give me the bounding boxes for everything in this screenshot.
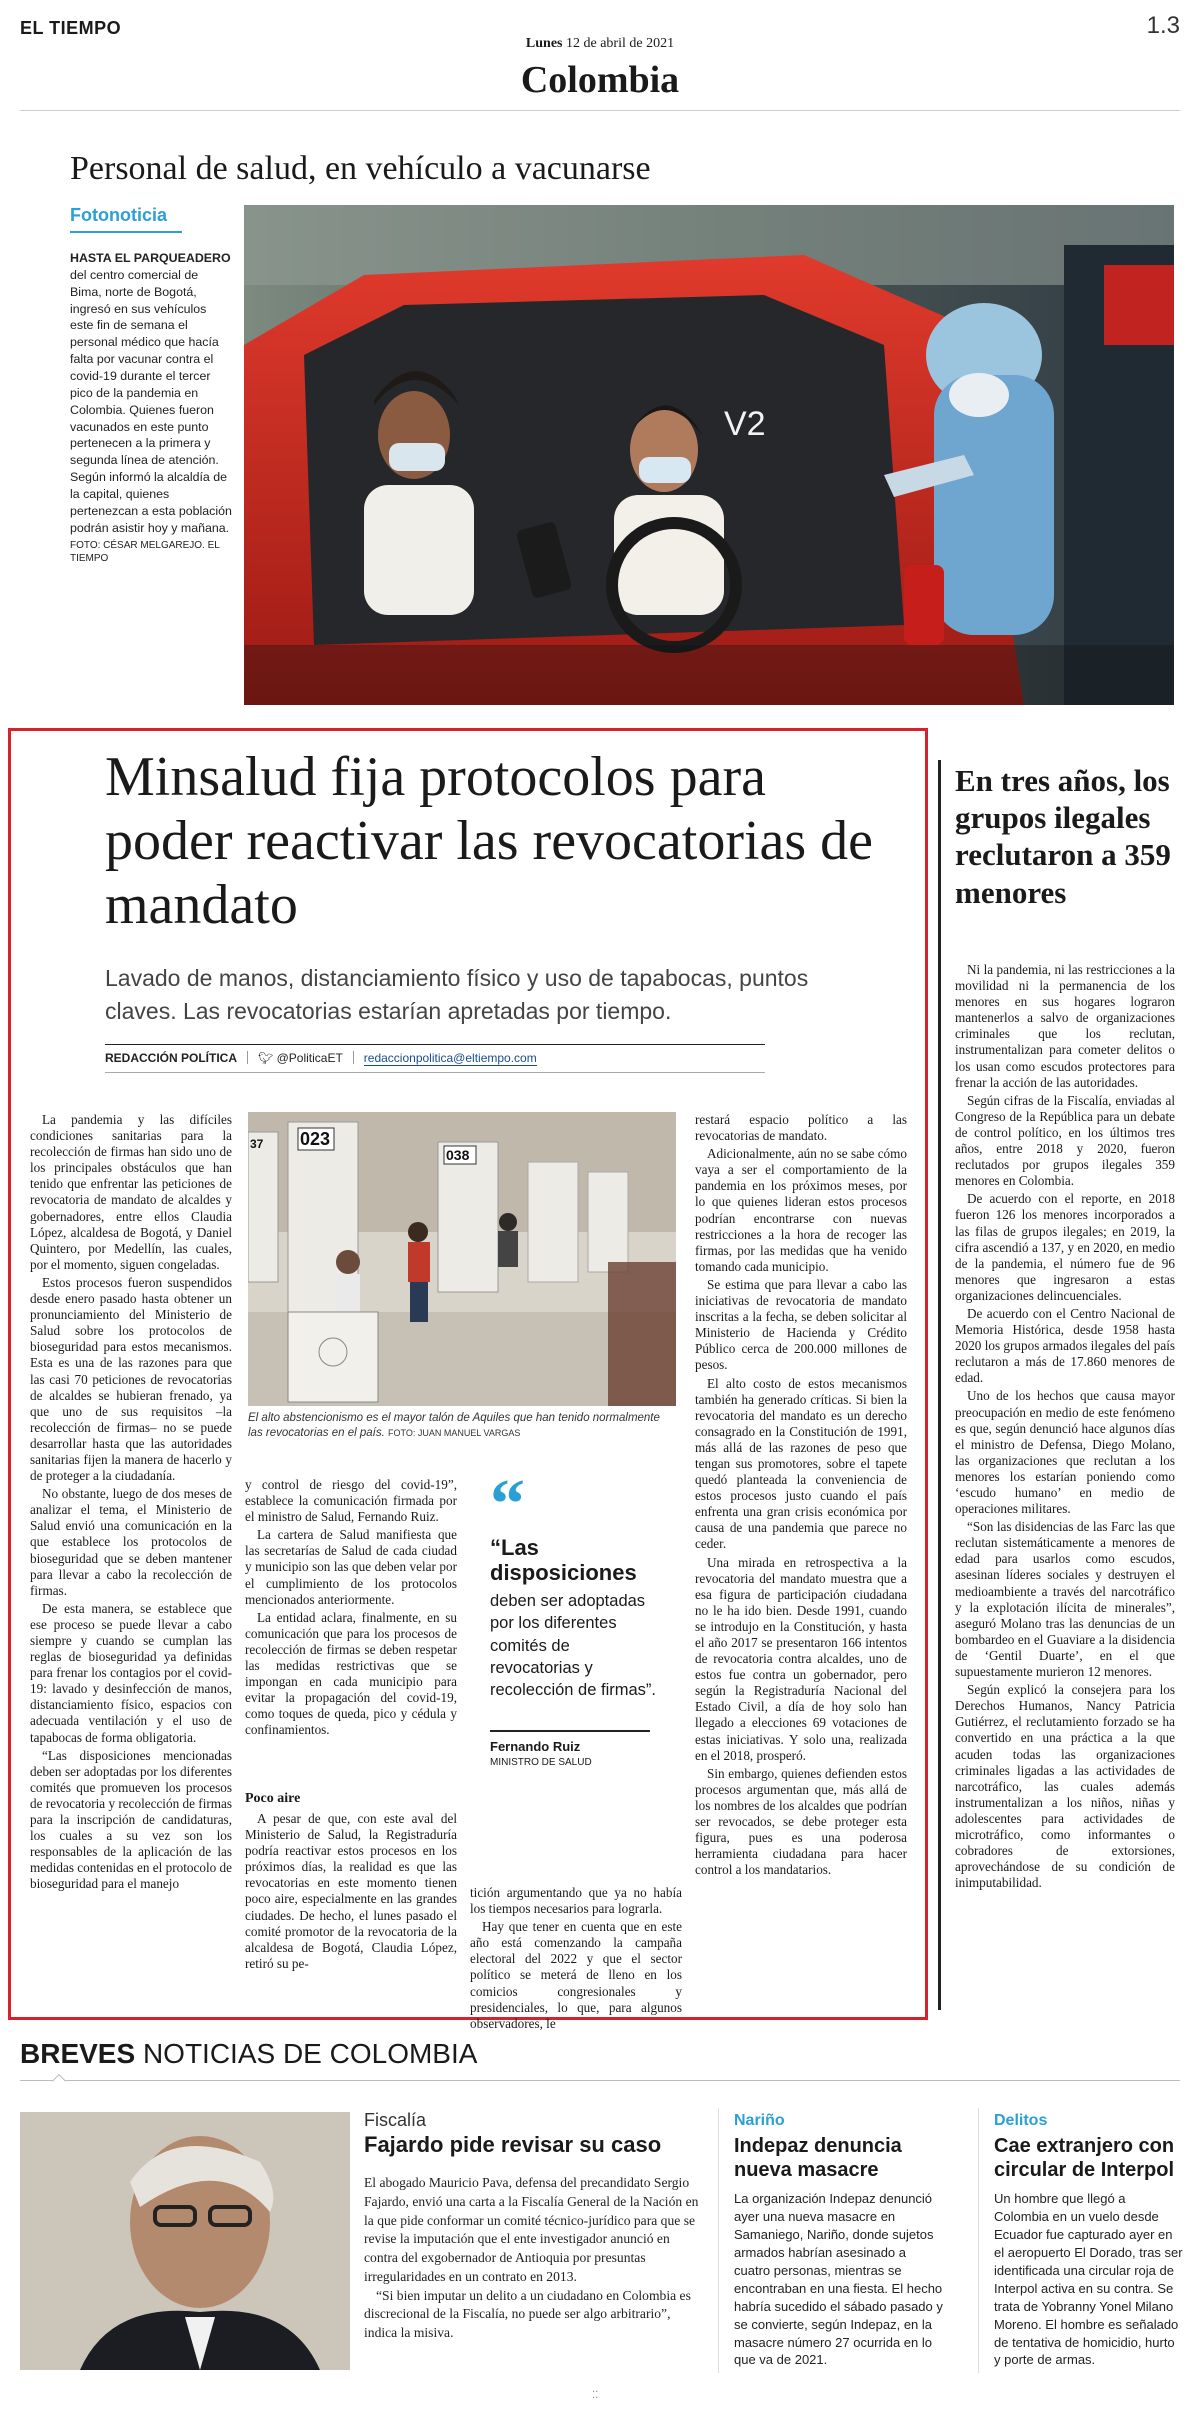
- fotonoticia-underline: [70, 231, 182, 233]
- byline-separator: [247, 1051, 248, 1064]
- paragraph: y control de riesgo del covid-19”, establece la comunicación firmada por el ministro de Salud, Fernando Ruiz.: [245, 1477, 457, 1525]
- breves-section-title: [20, 2038, 477, 2070]
- byline-separator: [353, 1051, 354, 1064]
- sidebar-rule: [938, 760, 941, 2010]
- breves-divider: [20, 2080, 1180, 2081]
- twitter-handle[interactable]: @PoliticaET: [276, 1051, 343, 1065]
- paragraph: De acuerdo con el reporte, en 2018 fueron 126 los menores incorporados a las filas de grupos ilegales; en 2019, la cifra ascendió a 137, y en 2020, en medio de la pandemia, el número fue de 96 menores que ingresaron a estas organizaciones delincuenciales.: [955, 1191, 1175, 1303]
- windshield-marking: V2: [724, 405, 766, 443]
- photo-credit: FOTO: JUAN MANUEL VARGAS: [388, 1427, 521, 1438]
- date-weekday: Lunes: [525, 36, 563, 51]
- issue-date: [0, 36, 1200, 52]
- fotonoticia-label: Fotonoticia: [70, 205, 167, 225]
- sidebar-body: [955, 962, 1175, 1893]
- photo-story-headline: Personal de salud, en vehículo a vacunarse: [70, 150, 651, 187]
- byline: [105, 1051, 537, 1065]
- brief-3-title: Cae extranjero con circular de Interpol: [994, 2135, 1175, 2181]
- caption-text: El alto abstencionismo es el mayor talón de Aquiles que han tenido normalmente las revocatorias en el país.: [248, 1412, 660, 1439]
- paragraph: La entidad aclara, finalmente, en su comunicación que para los procesos de recolección de firmas se deben respetar las medidas restrictivas que se impongan en cada municipio para evitar la propagación del covid-19, como toques de queda, pico y cédula y confinamientos.: [245, 1609, 457, 1738]
- paragraph: Ni la pandemia, ni las restricciones a la movilidad ni la permanencia de los menores en sus hogares lograron mantenerlos a salvo de organizaciones criminales que los reclutan, instrumentalizan para cometer delitos o los usan como escudos protectores para frenar la acción de las autoridades.: [955, 962, 1175, 1090]
- paragraph: A pesar de que, con este aval del Ministerio de Salud, la Registraduría podría reactivar estos procesos en los próximos días, la realidad es que las revocatorias en este momento tienen poco aire, especialmente en las grandes ciudades. De hecho, el lunes pasado el comité promotor de la revocatoria de la alcaldesa de Bogotá, Claudia López, retiró su pe-: [245, 1811, 457, 1971]
- paragraph: Se estima que para llevar a cabo las iniciativas de revocatoria de mandato inscritas a la fecha, se deben solicitar al Ministerio de Hacienda y Crédito Público cerca de 200.000 millones de pesos.: [695, 1276, 907, 1373]
- vaccination-scene: [244, 205, 1174, 705]
- paragraph: Según cifras de la Fiscalía, enviadas al Congreso de la República para un debate de control político, en los últimos tres años, entre 2018 y 2020, fueron reclutados por grupos ilegales 359 menores en Colombia.: [955, 1092, 1175, 1189]
- subsection-heading: Poco aire: [245, 1791, 301, 1806]
- paragraph: De acuerdo con el Centro Nacional de Memoria Histórica, desde 1958 hasta 2020 los grupos armados ilegales del país reclutaron a más de 17.860 menores de edad.: [955, 1305, 1175, 1386]
- pull-quote-author: Fernando Ruiz: [490, 1739, 581, 1754]
- fajardo-portrait: [20, 2112, 350, 2370]
- brief-3-category: Delitos: [994, 2112, 1048, 2129]
- brief-3-body: Un hombre que llegó a Colombia en un vuelo desde Ecuador fue capturado ayer en el aeropuerto El Dorado, tras ser identificada una circular roja de Interpol activa en su contra. Se trata de Yobranny Yonel Milano Moreno. El hombre es señalado de tentativa de homicidio, hurto y porte de armas.: [994, 2191, 1183, 2368]
- paragraph: El abogado Mauricio Pava, defensa del precandidato Sergio Fajardo, envió una carta a la Fiscalía General de la Nación en la que pide conformar un comité técnico-jurídico para que se revise la imputación que el ente investigador anunció en contra del exgobernador de Antioquia por presuntas irregularidades en un contrato en 2013.: [364, 2175, 699, 2284]
- pull-quote-rule: [490, 1730, 650, 1732]
- main-subheadline: Lavado de manos, distanciamiento físico y uso de tapabocas, puntos claves. Las revocatorias estarían apretadas por tiempo.: [105, 965, 809, 1025]
- voting-booths-photo: [248, 1112, 676, 1406]
- paragraph: tición argumentando que ya no había los tiempos necesarios para lograrla.: [470, 1885, 682, 1917]
- paragraph: Según explicó la consejera para los Derechos Humanos, Nancy Patricia Gutiérrez, el reclutamiento forzado se ha convertido en una práctica a la que acuden todas las organizaciones criminales ligadas a las actividades de narcotráfico, las cuales además instrumentalizan a los niños, niñas y adolescentes para actividades de microtráfico, como informantes o cobradores de extorsiones, aprovechándose de su condición de inimputabilidad.: [955, 1682, 1175, 1891]
- caption-body: del centro comercial de Bima, norte de Bogotá, ingresó en sus vehículos este fin de semana el personal médico que hacía falta por vacunar contra el covid-19 durante el tercer pico de la pandemia en Colombia. Quienes fueron vacunados en este punto pertenecen a la primera y segunda línea de atención. Según informó la alcaldía de la capital, quienes pertenezcan a esta población podrán asistir hoy y mañana.: [70, 267, 232, 535]
- paragraph: De esta manera, se establece que ese proceso se puede llevar a cabo siempre y cuando se cumplan las reglas de bioseguridad ya definidas para frenar los contagios por el covid-19: lavado y desinfección de manos, distanciamiento físico, espacios con adecuada ventilación y el uso de tapabocas de forma obligatoria.: [30, 1600, 232, 1745]
- brief-2-body: La organización Indepaz denunció ayer una nueva masacre en Samaniego, Nariño, donde sujetos armados habrían asesinado a cuatro personas, mientras se encontraban en una fiesta. El hecho habría sucedido el sábado pasado y se convierte, según Indepaz, en la masacre número 27 ocurrida en lo que va de 2021.: [734, 2191, 943, 2368]
- paragraph: “Son las disidencias de las Farc las que reclutan sistemáticamente a menores de edad para usarlos como escudos, asesinan líderes sociales y destruyen el medioambiente a través del narcotráfico y la explotación ilícita de minerales”, aseguró Molano tras las denuncias de un bombardeo en el Guaviare a la disidencia de ‘Gentil Duarte’, en el que supuestamente murieron 12 menores.: [955, 1519, 1175, 1680]
- author-email-link[interactable]: redaccionpolitica@eltiempo.com: [363, 1051, 537, 1065]
- voting-booths-scene: [248, 1112, 676, 1406]
- paragraph: restará espacio político a las revocatorias de mandato.: [695, 1112, 907, 1144]
- paragraph: Uno de los hechos que causa mayor preocupación en medio de este fenómeno es que, según denunció hace algunos días el ministro de Defensa, Diego Molano, las organizaciones que reclutan a los menores los estarían poniendo como ‘escudo humano’ en medio de operaciones militares.: [955, 1388, 1175, 1517]
- paragraph: Estos procesos fueron suspendidos desde enero pasado hasta obtener un pronunciamiento del Ministerio de Salud sobre los protocolos de bioseguridad para estos mecanismos. Esta es una de las razones para que las casi 70 peticiones de revocatorias de alcaldes se hubieran frenado, ya que uno de sus requisitos –la recolección de firmas– no se puede desarrollar hasta que las autoridades sanitarias fijen la manera de hacerlo y de proteger a la ciudadanía.: [30, 1274, 232, 1484]
- caption-lead: HASTA EL PARQUEADERO: [70, 251, 231, 265]
- brief-1-title: Fajardo pide revisar su caso: [364, 2132, 662, 2157]
- brief-1-category: Fiscalía: [364, 2110, 427, 2130]
- page-number: 1.3: [1146, 12, 1180, 39]
- newspaper-brand: EL TIEMPO: [20, 18, 122, 38]
- brief-2-category: Nariño: [734, 2112, 785, 2129]
- article-column-4: [695, 1112, 907, 1880]
- article-photo-caption: [248, 1411, 676, 1441]
- paragraph: La pandemia y las difíciles condiciones sanitarias para la recolección de firmas han sido uno de los principales obstáculos que han tenido que enfrentar las peticiones de revocatoria de mandato de alcaldes y gobernadores, entre ellos Claudia López, alcaldesa de Bogotá, y Daniel Quintero, por Medellín, las cuales, por el momento, siguen congeladas.: [30, 1112, 232, 1272]
- vaccination-photo: [244, 205, 1174, 705]
- paragraph: El alto costo de estos mecanismos también ha generado críticas. Si bien la revocatoria del mandato es un derecho consagrado en la Constitución de 1991, más allá de las razones de peso que tengan sus promotores, sobre el tapete quedó planteada la conveniencia de estos procesos justo cuando el país enfrenta una gran crisis económica por causa de una pandemia que parece no ceder.: [695, 1375, 907, 1552]
- article-column-2: [245, 1477, 457, 1741]
- brief-separator: [718, 2108, 719, 2373]
- breves-title-rest: NOTICIAS DE COLOMBIA: [142, 2038, 478, 2069]
- paragraph: “Las disposiciones mencionadas deben ser adoptadas por los diferentes comités que promueven los procesos de revocatoria y recolección de firmas para la inscripción de candidaturas, los cuales a su vez son los responsables de la aplicación de las medidas contenidas en el protocolo de bioseguridad para el manejo: [30, 1747, 232, 1892]
- paragraph: Hay que tener en cuenta que en este año está comenzando la campaña electoral del 2022 y que el sector político se meterá de lleno en los comicios congresionales y presidenciales, lo que, para algunos observadores, le: [470, 1919, 682, 2031]
- article-column-2-continued: [245, 1785, 457, 1974]
- masthead-divider: [20, 110, 1180, 111]
- pull-quote-role: MINISTRO DE SALUD: [490, 1757, 592, 1768]
- article-column-3: [470, 1885, 682, 2034]
- paragraph: “Si bien imputar un delito a un ciudadano en Colombia es discrecional de la Fiscalía, no puede ser algo arbitrario”, indica la misiva.: [364, 2287, 691, 2340]
- byline-top-rule: [105, 1044, 765, 1045]
- brief-separator: [978, 2108, 979, 2373]
- section-title: Colombia: [520, 59, 680, 101]
- booth-number-b: 038: [446, 1147, 470, 1163]
- byline-author: REDACCIÓN POLÍTICA: [105, 1051, 237, 1065]
- paragraph: No obstante, luego de dos meses de analizar el tema, el Ministerio de Salud envió una comunicación en la que establece los protocolos de bioseguridad que se deben mantener para llevar a cabo la recolección de firmas.: [30, 1486, 232, 1598]
- breves-title-bold: BREVES: [20, 2038, 136, 2069]
- brief-1-body: [364, 2174, 704, 2343]
- photo-credit: FOTO: CÉSAR MELGAREJO. EL TIEMPO: [70, 539, 220, 565]
- main-headline: Minsalud fija protocolos para poder reactivar las revocatorias de mandato: [105, 746, 874, 936]
- paragraph: Adicionalmente, aún no se sabe cómo vaya a ser el comportamiento de la pandemia en los próximos meses, por lo que quienes lideran estos procesos podrían encontrarse con nuevas restricciones a la hora de recoger las firmas, por las medidas que ha venido tomando cada municipio.: [695, 1146, 907, 1274]
- twitter-icon: 🐦︎: [258, 1051, 274, 1065]
- paragraph: Una mirada en retrospectiva a la revocatoria del mandato muestra que a esa figura de participación ciudadana no le ha ido bien. Desde 1991, cuando se introdujo en la Constitución, y hasta el año 2017 se presentaron 166 intentos de revocatoria contra alcaldes, uno de estos fue contra un gobernador, pero según la Registraduría Nacional del Estado Civil, a día de hoy solo han llegado a elecciones 69 votaciones de estas iniciativas. Y solo una, realizada en el 2018, prosperó.: [695, 1554, 907, 1763]
- byline-bottom-rule: [105, 1072, 765, 1073]
- portrait-scene: [20, 2112, 350, 2370]
- breves-divider-notch: [52, 2074, 66, 2088]
- pull-quote-text: deben ser adoptadas por los diferentes comités de revocatorias y recolección de firmas”.: [490, 1592, 656, 1700]
- paragraph: Sin embargo, quienes defienden estos procesos argumentan que, más allá de los nombres de los alcaldes que podrían ser revocados, se debe proteger esta figura, pues es una poderosa herramienta ciudadana para hacer control a los mandatarios.: [695, 1765, 907, 1878]
- footer-mark: ⁚⁚: [592, 2390, 599, 2401]
- date-rest: 12 de abril de 2021: [565, 36, 675, 51]
- brief-2-title: Indepaz denuncia nueva masacre: [734, 2135, 902, 2181]
- sidebar-headline: En tres años, los grupos ilegales reclutaron a 359 menores: [955, 763, 1171, 910]
- article-column-1: [30, 1112, 232, 1895]
- photo-story-caption: [70, 250, 232, 566]
- booth-number-a: 023: [300, 1129, 331, 1149]
- quote-mark-icon: “: [490, 1466, 525, 1543]
- pull-quote-lead: “Las disposiciones: [490, 1535, 637, 1586]
- booth-number-c: 37: [250, 1137, 264, 1151]
- paragraph: La cartera de Salud manifiesta que las secretarías de Salud de cada ciudad y municipio son las que deben velar por el cumplimiento de los protocolos mencionados anteriormente.: [245, 1527, 457, 1607]
